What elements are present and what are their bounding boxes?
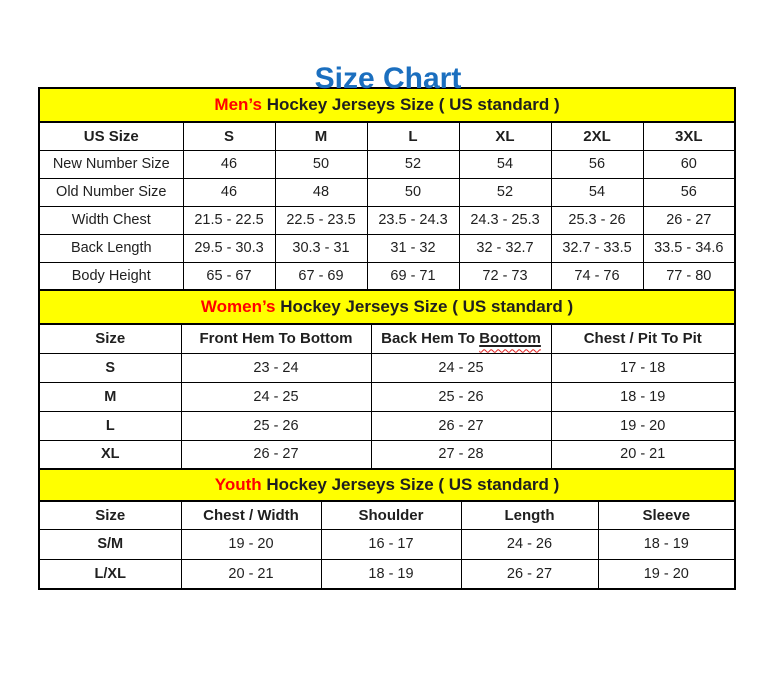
- row-label: L: [39, 411, 181, 440]
- row-label: Old Number Size: [39, 178, 183, 206]
- womens-size-table: [38, 289, 736, 470]
- size-value: 19 - 20: [551, 411, 735, 440]
- youth-table-body: [39, 529, 735, 589]
- womens-caption-text: Hockey Jerseys Size ( US standard ): [275, 297, 574, 316]
- size-value: 77 - 80: [643, 262, 735, 290]
- size-value: 52: [367, 150, 459, 178]
- size-value: 67 - 69: [275, 262, 367, 290]
- size-value: 22.5 - 23.5: [275, 206, 367, 234]
- size-value: 48: [275, 178, 367, 206]
- column-header-3xl: 3XL: [643, 122, 735, 150]
- column-header-size: Size: [39, 501, 181, 529]
- column-header-length: Length: [461, 501, 598, 529]
- row-label: Back Length: [39, 234, 183, 262]
- size-value: 18 - 19: [321, 559, 461, 589]
- row-label: Body Height: [39, 262, 183, 290]
- size-value: 16 - 17: [321, 529, 461, 559]
- size-value: 25 - 26: [371, 382, 551, 411]
- column-header-shoulder: Shoulder: [321, 501, 461, 529]
- page-title: Size Chart: [314, 62, 462, 95]
- size-value: 32 - 32.7: [459, 234, 551, 262]
- size-value: 52: [459, 178, 551, 206]
- size-value: 60: [643, 150, 735, 178]
- size-value: 30.3 - 31: [275, 234, 367, 262]
- womens-column-header-row: [39, 324, 735, 353]
- table-row: [39, 150, 735, 178]
- size-value: 26 - 27: [643, 206, 735, 234]
- size-value: 23.5 - 24.3: [367, 206, 459, 234]
- womens-caption-row: [39, 290, 735, 324]
- mens-caption-highlight: Men’s: [214, 95, 262, 114]
- youth-caption: [39, 469, 735, 501]
- size-value: 54: [459, 150, 551, 178]
- size-value: 72 - 73: [459, 262, 551, 290]
- youth-caption-row: [39, 469, 735, 501]
- youth-column-header-row: [39, 501, 735, 529]
- size-value: 50: [367, 178, 459, 206]
- column-header-m: M: [275, 122, 367, 150]
- column-header-us-size: US Size: [39, 122, 183, 150]
- row-label: M: [39, 382, 181, 411]
- table-row: [39, 411, 735, 440]
- misspelled-word: Boottom: [479, 330, 541, 348]
- column-header-sleeve: Sleeve: [598, 501, 735, 529]
- row-label: Width Chest: [39, 206, 183, 234]
- column-header-2xl: 2XL: [551, 122, 643, 150]
- table-row: [39, 234, 735, 262]
- table-row: [39, 178, 735, 206]
- mens-table-body: [39, 150, 735, 290]
- mens-size-table: [38, 87, 736, 291]
- size-value: 23 - 24: [181, 353, 371, 382]
- womens-caption: [39, 290, 735, 324]
- size-value: 21.5 - 22.5: [183, 206, 275, 234]
- table-row: [39, 382, 735, 411]
- row-label: XL: [39, 440, 181, 469]
- size-value: 20 - 21: [181, 559, 321, 589]
- size-value: 20 - 21: [551, 440, 735, 469]
- size-value: 26 - 27: [371, 411, 551, 440]
- size-value: 25.3 - 26: [551, 206, 643, 234]
- table-row: [39, 559, 735, 589]
- size-value: 17 - 18: [551, 353, 735, 382]
- womens-table-body: [39, 353, 735, 469]
- column-header-back-hem-to-boottom: [371, 324, 551, 353]
- row-label: S/M: [39, 529, 181, 559]
- mens-column-header-row: [39, 122, 735, 150]
- table-row: [39, 440, 735, 469]
- size-value: 50: [275, 150, 367, 178]
- size-value: 54: [551, 178, 643, 206]
- size-value: 56: [643, 178, 735, 206]
- size-value: 24 - 25: [371, 353, 551, 382]
- size-value: 56: [551, 150, 643, 178]
- size-value: 27 - 28: [371, 440, 551, 469]
- youth-caption-highlight: Youth: [214, 475, 262, 494]
- size-value: 26 - 27: [181, 440, 371, 469]
- size-value: 18 - 19: [551, 382, 735, 411]
- size-value: 74 - 76: [551, 262, 643, 290]
- size-value: 33.5 - 34.6: [643, 234, 735, 262]
- column-header-front-hem-to-bottom: Front Hem To Bottom: [181, 324, 371, 353]
- column-header-s: S: [183, 122, 275, 150]
- youth-size-table: [38, 468, 736, 590]
- womens-caption-highlight: Women’s: [200, 297, 276, 316]
- underlined-word: [479, 330, 541, 347]
- size-value: 69 - 71: [367, 262, 459, 290]
- size-value: 32.7 - 33.5: [551, 234, 643, 262]
- column-header-xl: XL: [459, 122, 551, 150]
- row-label: New Number Size: [39, 150, 183, 178]
- table-row: [39, 353, 735, 382]
- size-value: 19 - 20: [598, 559, 735, 589]
- size-value: 65 - 67: [183, 262, 275, 290]
- table-row: [39, 529, 735, 559]
- mens-caption-text: Hockey Jerseys Size ( US standard ): [261, 95, 560, 114]
- size-value: 24 - 26: [461, 529, 598, 559]
- size-value: 46: [183, 178, 275, 206]
- size-value: 29.5 - 30.3: [183, 234, 275, 262]
- table-row: [39, 206, 735, 234]
- youth-caption-text: Hockey Jerseys Size ( US standard ): [261, 475, 560, 494]
- column-header-text: Back Hem To: [381, 330, 480, 348]
- size-value: 25 - 26: [181, 411, 371, 440]
- column-header-size: Size: [39, 324, 181, 353]
- size-value: 46: [183, 150, 275, 178]
- row-label: S: [39, 353, 181, 382]
- size-value: 18 - 19: [598, 529, 735, 559]
- column-header-chest-pit-to-pit: Chest / Pit To Pit: [551, 324, 735, 353]
- size-value: 26 - 27: [461, 559, 598, 589]
- size-tables-container: [38, 87, 734, 590]
- size-value: 24 - 25: [181, 382, 371, 411]
- column-header-l: L: [367, 122, 459, 150]
- size-value: 24.3 - 25.3: [459, 206, 551, 234]
- size-value: 19 - 20: [181, 529, 321, 559]
- table-row: [39, 262, 735, 290]
- size-value: 31 - 32: [367, 234, 459, 262]
- column-header-chest-width: Chest / Width: [181, 501, 321, 529]
- row-label: L/XL: [39, 559, 181, 589]
